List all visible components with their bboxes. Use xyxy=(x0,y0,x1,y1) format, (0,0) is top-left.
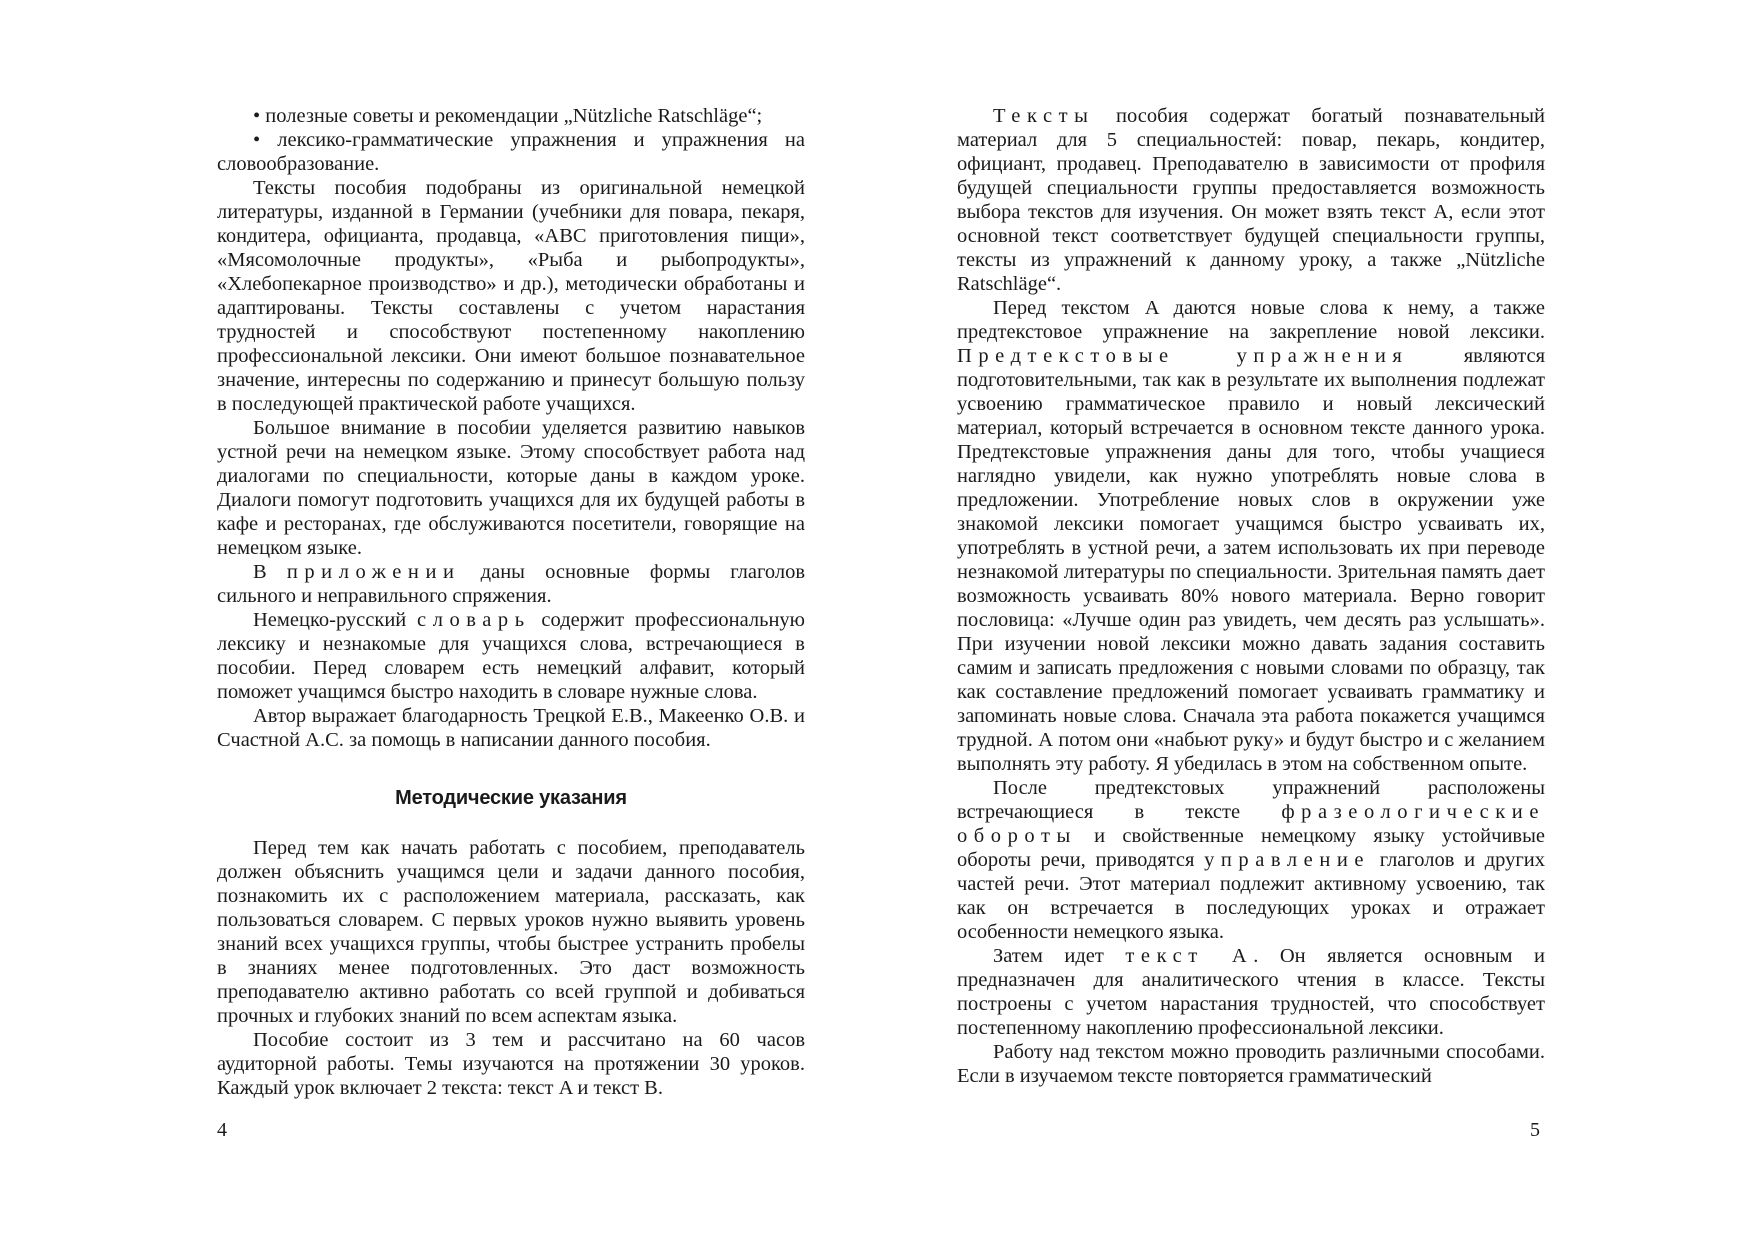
text-fragment: Немецко-русский xyxy=(253,609,418,631)
page-number-right: 5 xyxy=(1530,1119,1540,1141)
paragraph xyxy=(957,776,1545,944)
page-number-left: 4 xyxy=(217,1119,227,1141)
paragraph: Большое внимание в пособии уделяется развитию навыков устной речи на немецком языке. Этому способствует работа над диалогами по специальности, которые даны в каждом уроке. Диалоги помогут подготовить учащихся для их будущей работы в кафе и ресторанах, где обслуживаются посетители, говорящие на немецком языке. xyxy=(217,417,805,559)
spaced-term: управление xyxy=(1204,849,1371,871)
left-page xyxy=(217,104,805,1100)
spaced-term: текст A xyxy=(1125,945,1254,967)
text-fragment: являются подготовительными, так как в результате их выполнения подлежат усвоению грамматическое правило и новый лексический материал, который встречается в основном тексте данного урока. Предтекстовые упражнения даны для того, чтобы учащиеся наглядно увидели, как нужно употреблять новые слова в предложении. Употребление новых слов в окружении уже знакомой лексики помогает учащимся быстро усваивать их, употреблять в устной речи, а затем использовать их при переводе незнакомой литературы по специальности. Зрительная память дает возможность усваивать 80% нового материала. Верно говорит пословица: «Лучше один раз увидеть, чем десять раз услышать». При изучении новой лексики можно давать задания составить самим и записать предложения с новыми словами по образцу, так как составление предложений помогает усваивать грамматику и запоминать новые слова. Сначала эта работа покажется учащимся трудной. А потом они «набьют руку» и будут быстро и с желанием выполнять эту работу. Я убедилась в этом на собственном опыте. xyxy=(957,345,1545,775)
paragraph xyxy=(217,608,805,704)
text-fragment: пособия содержат богатый познавательный материал для 5 специальностей: повар, пекарь, кондитер, официант, продавец. Преподавателю в зависимости от профиля будущей специальности группы предоставляется возможность выбора текстов для изучения. Он может взять текст A, если этот основной текст соответствует будущей специальности группы, тексты из упражнений к данному уроку, а также „Nützliche Ratschläge“. xyxy=(957,105,1545,295)
text-fragment: и свойственные немецкому языку устойчивые обороты речи, приводятся xyxy=(957,825,1545,871)
spaced-term: словарь xyxy=(417,609,531,631)
paragraph: Тексты пособия подобраны из оригинальной немецкой литературы, изданной в Германии (учебники для повара, пекаря, кондитера, официанта, продавца, «ABC приготовления пищи», «Мясомолочные продукты», «Рыба и рыбопродукты», «Хлебопекарное производство» и др.), методически обработаны и адаптированы. Тексты составлены с учетом нарастания трудностей и способствуют постепенному накоплению профессиональной лексики. Они имеют большое познавательное значение, интересны по содержанию и принесут большую пользу в последующей практической работе учащихся. xyxy=(217,177,805,415)
spaced-term: Тексты xyxy=(993,105,1095,127)
text-fragment: В xyxy=(253,561,287,583)
text-fragment: После предтекстовых упражнений расположены встречающиеся в тексте xyxy=(957,777,1545,823)
bullet-item: • лексико-грамматические упражнения и упражнения на словообразование. xyxy=(217,129,805,175)
paragraph: Пособие состоит из 3 тем и рассчитано на 60 часов аудиторной работы. Темы изучаются на протяжении 30 уроков. Каждый урок включает 2 текста: текст A и текст B. xyxy=(217,1029,805,1099)
paragraph xyxy=(957,944,1545,1040)
paragraph xyxy=(217,560,805,608)
text-fragment: содержит профессиональную лексику и незнакомые для учащихся слова, встречающиеся в пособии. Перед словарем есть немецкий алфавит, который поможет учащимся быстро находить в словаре нужные слова. xyxy=(217,609,805,703)
section-heading: Методические указания xyxy=(395,787,627,809)
spaced-term: фразеологические обороты xyxy=(957,801,1545,847)
paragraph: Перед тем как начать работать с пособием, преподаватель должен объяснить учащимся цели и задачи данного пособия, познакомить их с расположением материала, рассказать, как пользоваться словарем. С первых уроков нужно выявить уровень знаний всех учащихся группы, чтобы быстрее устранить пробелы в знаниях менее подготовленных. Это даст возможность преподавателю активно работать со всей группой и добиваться прочных и глубоких знаний по всем аспектам языка. xyxy=(217,837,805,1027)
right-page xyxy=(957,104,1545,1088)
paragraph: Работу над текстом можно проводить различными способами. Если в изучаемом тексте повторяется грамматический xyxy=(957,1041,1545,1087)
spaced-term: Предтекстовые упражнения xyxy=(957,345,1409,367)
text-fragment: Затем идет xyxy=(993,945,1126,967)
text-fragment: глаголов и других частей речи. Этот материал подлежит активному усвоению, так как он встречается в последующих уроках и отражает особенности немецкого языка. xyxy=(957,849,1546,943)
spaced-term: приложении xyxy=(286,561,461,583)
text-fragment: . Он является основным и предназначен для аналитического чтения в классе. Тексты построены с учетом нарастания трудностей, что способствует постепенному накоплению профессиональной лексики. xyxy=(957,945,1546,1039)
text-fragment: даны основные формы глаголов сильного и неправильного спряжения. xyxy=(217,561,805,607)
paragraph xyxy=(957,104,1545,296)
paragraph: Автор выражает благодарность Трецкой Е.В., Макеенко О.В. и Счастной А.С. за помощь в написании данного пособия. xyxy=(217,705,805,751)
paragraph xyxy=(957,296,1545,776)
bullet-item: • полезные советы и рекомендации „Nützliche Ratschläge“; xyxy=(253,105,763,127)
text-fragment: Перед текстом A даются новые слова к нему, а также предтекстовое упражнение на закрепление новой лексики. xyxy=(957,297,1545,343)
